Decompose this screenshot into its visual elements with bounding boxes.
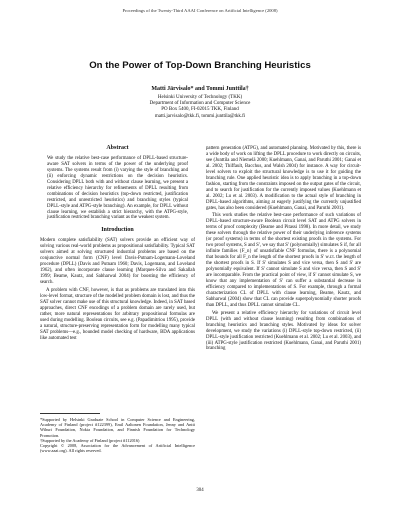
affiliation-line: Helsinki University of Technology (TKK) <box>157 95 243 100</box>
intro-paragraph: A problem with CNF, however, is that as problems are translated into this low-level format, structure of the modelled problem domain is lost, and thus the SAT solver cannot make use of this structural knowledge. Indeed, in SAT based approaches, direct CNF encodings of a problem domain are rarely used, but rather, more natural representations for arbitrary propositional formulas are used during modelling. Boolean circuits, see e.g. (Papadimitriou 1995), provide a natural, structure-preserving representation form for modelling many typical SAT problems—e.g., bounded model checking of hardware, BDA applications like automated test <box>40 288 195 341</box>
footnotes <box>40 417 195 453</box>
abstract-heading: Abstract <box>106 145 129 151</box>
body-paragraph: pattern generation (ATPG), and automated planning. Motivated by this, there is a wide body of work on lifting the DPLL procedure to work directly on circuits, see (Junttila and Niemelä 2000; Kuehlmann, Ganai, and Paruthi 2001; Ganai et al. 2002; Thiffault, Bacchus, and Walsh 2004) for instance. A way for circuit-level solvers to exploit the structural knowledge is to use it for guiding the branching rule. One applied heuristic idea is to apply branching in a top-down fashion, starting from the constraints imposed on the output gates of the circuit, and to search for justification for the currently imposed values (Kuehlmann et al. 2002; Lu et al. 2003). A modification to the actual style of branching in DPLL-based algorithms, aiming at eagerly justifying the currently unjustified gates, has also been considered (Kuehlmann, Ganai, and Paruthi 2001). <box>206 146 361 211</box>
introduction-heading: Introduction <box>101 227 134 234</box>
right-column <box>206 146 361 354</box>
intro-paragraph: Modern complete satisfiability (SAT) solvers provide an efficient way of solving various real-world problems as propositional satisfiability. Typical SAT solvers aimed at solving structured industrial problems are based on the conjunctive normal form (CNF) level Davis-Putnam-Logemann-Loveland procedure (DPLL) (Davis and Putnam 1960; Davis, Logemann, and Loveland 1962), and often incorporate clause learning (Marques-Silva and Sakallah 1999; Beame, Kautz, and Sabharwal 2004) for boosting the efficiency of search. <box>40 238 195 286</box>
paper-title: On the Power of Top-Down Branching Heuristics <box>89 60 311 71</box>
affiliation-block <box>0 95 400 120</box>
abstract-text: We study the relative best-case performance of DPLL-based structure-aware SAT solvers in terms of the power of the underlying proof systems. The systems result from (i) varying the style of branching and (ii) enforcing dynamic restrictions on the decision heuristics. Considering DPLL both with and without clause learning, we present a relative efficiency hierarchy for refinements of DPLL resulting from combinations of decision heuristics (top-down restricted, justification restricted, and unrestricted heuristics) and branching styles (typical DPLL-style and ATPG-style branching). An example, for DPLL without clause learning, we establish a strict hierarchy, with the ATPG-style, justification restricted branching variant as the weakest system. <box>47 155 188 221</box>
footnote-rule <box>40 413 100 414</box>
footnote: *Supported by Helsinki Graduate School in Computer Science and Engineering, Academy of Finland (project #122399), Emil Aaltonen Foundation, Jenny and Antti Wihuri Foundation, Nokia Foundation, and Finnish Foundation for Technology Promotion. <box>40 417 195 438</box>
proceedings-header: Proceedings of the Twenty-Third AAAI Conference on Artificial Intelligence (2008) <box>122 8 278 13</box>
authors: Matti Järvisalo* and Tommi Junttila† <box>151 86 249 92</box>
email-line[interactable]: matti.jarvisalo@tkk.fi, tommi.junttila@tkk.fi <box>154 113 246 119</box>
affiliation-line: Department of Information and Computer Science <box>149 101 251 107</box>
left-column <box>40 146 195 344</box>
affiliation-line: PO Box 5400, FI-02015 TKK, Finland <box>161 107 239 113</box>
body-paragraph: We present a relative efficiency hierarchy for variations of circuit level DPLL (with and without clause learning) resulting from combinations of branching heuristics and branching styles. Motivated by ideas for solver development, we study the variations (i) DPLL-style top-down restricted, (ii) DPLL-style justification restricted (Kuehlmann et al. 2002; Lu et al. 2003), and (iii) ATPG-style justification restricted (Kuehlmann, Ganai, and Paruthi 2001) branching <box>206 310 361 352</box>
copyright-note: Copyright © 2008, Association for the Advancement of Artificial Intelligence (www.aaai.org). All rights reserved. <box>40 443 195 454</box>
page-number: 304 <box>196 488 204 493</box>
footnote: †Supported by the Academy of Finland (project #112016) <box>40 437 140 443</box>
body-paragraph: This work studies the relative best-case performance of such variations of DPLL-based structure-aware Boolean circuit level SAT and ATPG solvers in terms of proof complexity (Beame and Pitassi 1998). In more detail, we study these solvers through the relative power of their underlying inference systems (or proof systems) in terms of the shortest existing proofs in the systems. For two proof systems, S and S', we say that S' (polynomially) simulates S if, for all infinite families {F_n} of unsatisfiable CNF formulas, there is a polynomial that bounds for all F_n the length of the shortest proofs in S' w.r.t. the length of the shortest proofs in S. If S' simulates S and vice versa, then S and S' are polynomially equivalent. If S' cannot simulate S and vice versa, then S and S' are incomparable. From the practical point of view, if S' cannot simulate S, we know that any implementation of S' can suffer a substantial decrease in efficiency compared to implementations of S. For example, through a formal characterization CL of DPLL with clause learning, Beame, Kautz, and Sabharwal (2004) show that CL can provide superpolynomially shorter proofs than DPLL, and thus DPLL cannot simulate CL. <box>206 213 361 308</box>
